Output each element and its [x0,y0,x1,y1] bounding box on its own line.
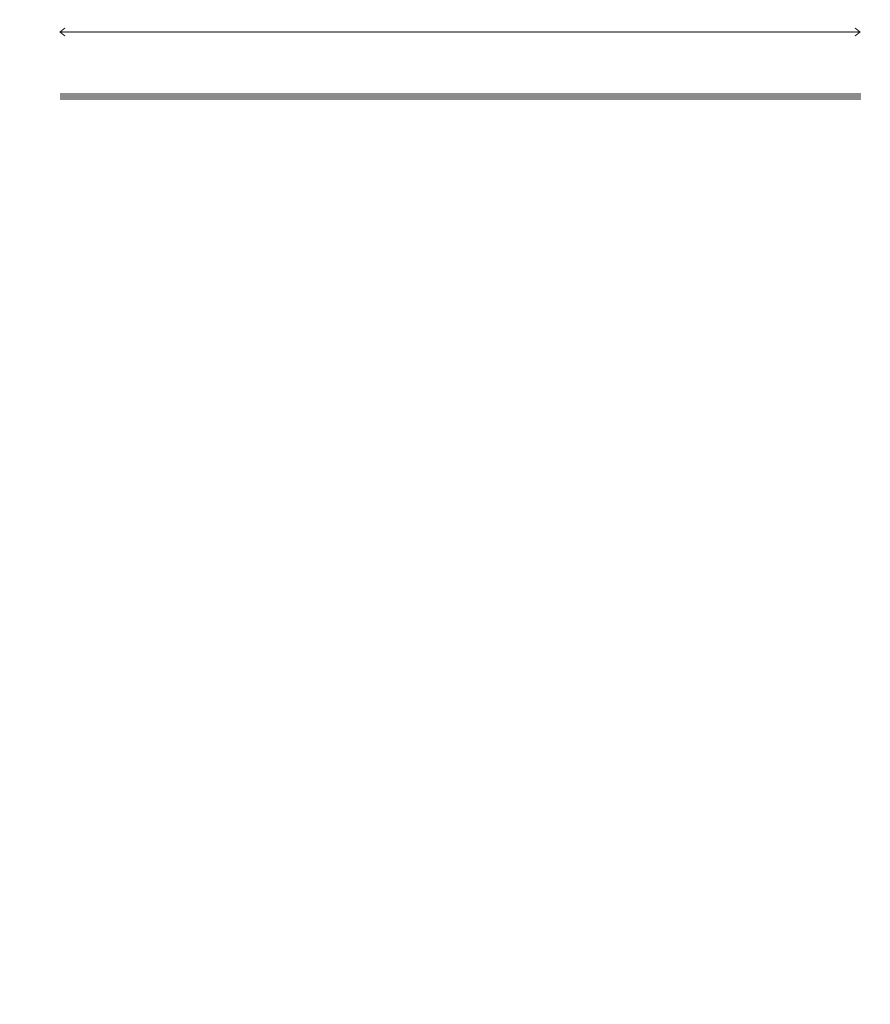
ruler[interactable] [56,25,866,41]
cytoband-bar[interactable] [60,93,861,100]
